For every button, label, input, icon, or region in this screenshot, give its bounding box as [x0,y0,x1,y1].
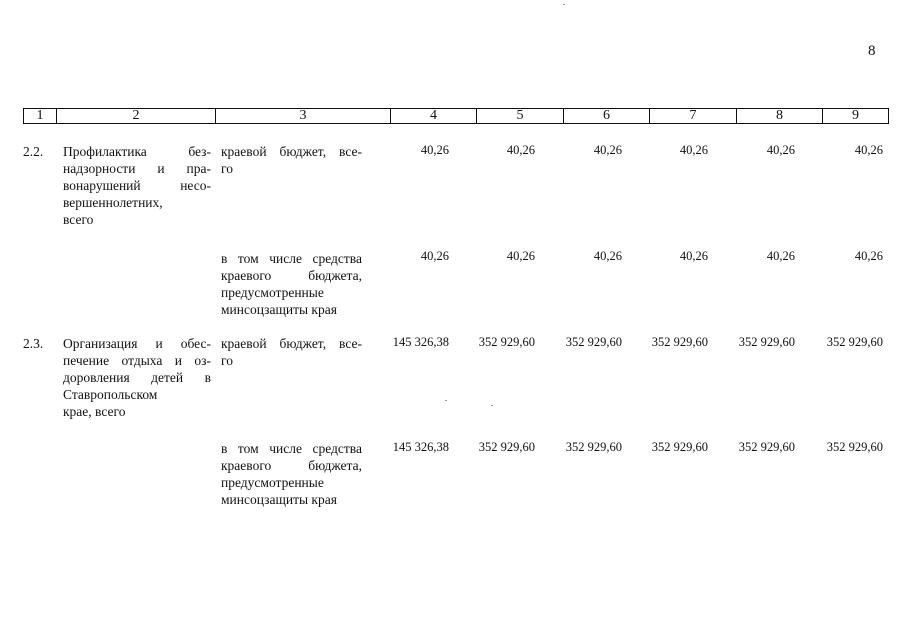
value-cell: 40,26 [679,143,708,157]
column-header-2: 2 [57,109,216,123]
value-cell: 352 929,60 [651,335,708,349]
source-line: предусмотренные [221,475,324,490]
source-line: краевого бюджета, [221,458,362,473]
value-cell: 145 326,38 [392,335,449,349]
value-cell: 40,26 [420,143,449,157]
value-cell: 40,26 [766,249,795,263]
source-line: минсоцзащиты края [221,492,337,507]
value-cell: 352 929,60 [738,335,795,349]
column-header-9: 9 [852,108,859,123]
funding-source [221,440,362,508]
funding-source [221,143,362,177]
value-cell: 40,26 [854,249,883,263]
value-cell: 145 326,38 [392,440,449,454]
indicator-line: доровления детей в [63,370,211,385]
source-line: го [221,161,233,176]
indicator-line: надзорности и пра- [63,161,211,176]
value-cell: 40,26 [593,249,622,263]
source-line: в том числе средства [221,251,362,266]
page-number: 8 [868,43,876,59]
value-cell: 352 929,60 [478,440,535,454]
indicator-line: печение отдыха и оз- [63,353,211,368]
source-line: краевой бюджет, все- [221,336,362,351]
value-cell: 40,26 [420,249,449,263]
column-header-7: 7 [650,109,737,123]
scan-speck [491,405,493,406]
source-line: в том числе средства [221,441,362,456]
value-cell: 352 929,60 [565,440,622,454]
value-cell: 40,26 [854,143,883,157]
column-header-8: 8 [737,109,823,123]
indicator-name [63,335,211,420]
table-header-row [23,108,889,124]
value-cell: 352 929,60 [826,335,883,349]
value-cell: 352 929,60 [738,440,795,454]
column-header-1: 1 [24,109,57,123]
source-line: го [221,353,233,368]
column-header-5: 5 [477,109,564,123]
value-cell: 40,26 [506,249,535,263]
value-cell: 352 929,60 [478,335,535,349]
indicator-line: Ставропольском [63,387,158,402]
column-header-4: 4 [391,109,477,123]
value-cell: 40,26 [593,143,622,157]
value-cell: 40,26 [506,143,535,157]
value-cell: 40,26 [679,249,708,263]
funding-source [221,250,362,318]
source-line: минсоцзащиты края [221,302,337,317]
scan-speck [445,400,447,401]
source-line: краевой бюджет, все- [221,144,362,159]
value-cell: 352 929,60 [565,335,622,349]
column-header-3: 3 [216,109,391,123]
indicator-line: Профилактика без- [63,144,211,159]
indicator-line: всего [63,212,94,227]
source-line: краевого бюджета, [221,268,362,283]
value-cell: 352 929,60 [826,440,883,454]
row-number: 2.3. [23,336,44,351]
indicator-line: вершеннолетних, [63,195,163,210]
row-number: 2.2. [23,144,44,159]
source-line: предусмотренные [221,285,324,300]
funding-source [221,335,362,369]
indicator-line: крае, всего [63,404,126,419]
indicator-line: Организация и обес- [63,336,211,351]
value-cell: 40,26 [766,143,795,157]
indicator-line: вонарушений несо- [63,178,211,193]
column-header-6: 6 [564,109,650,123]
indicator-name [63,143,211,228]
scan-speck [563,4,565,5]
value-cell: 352 929,60 [651,440,708,454]
